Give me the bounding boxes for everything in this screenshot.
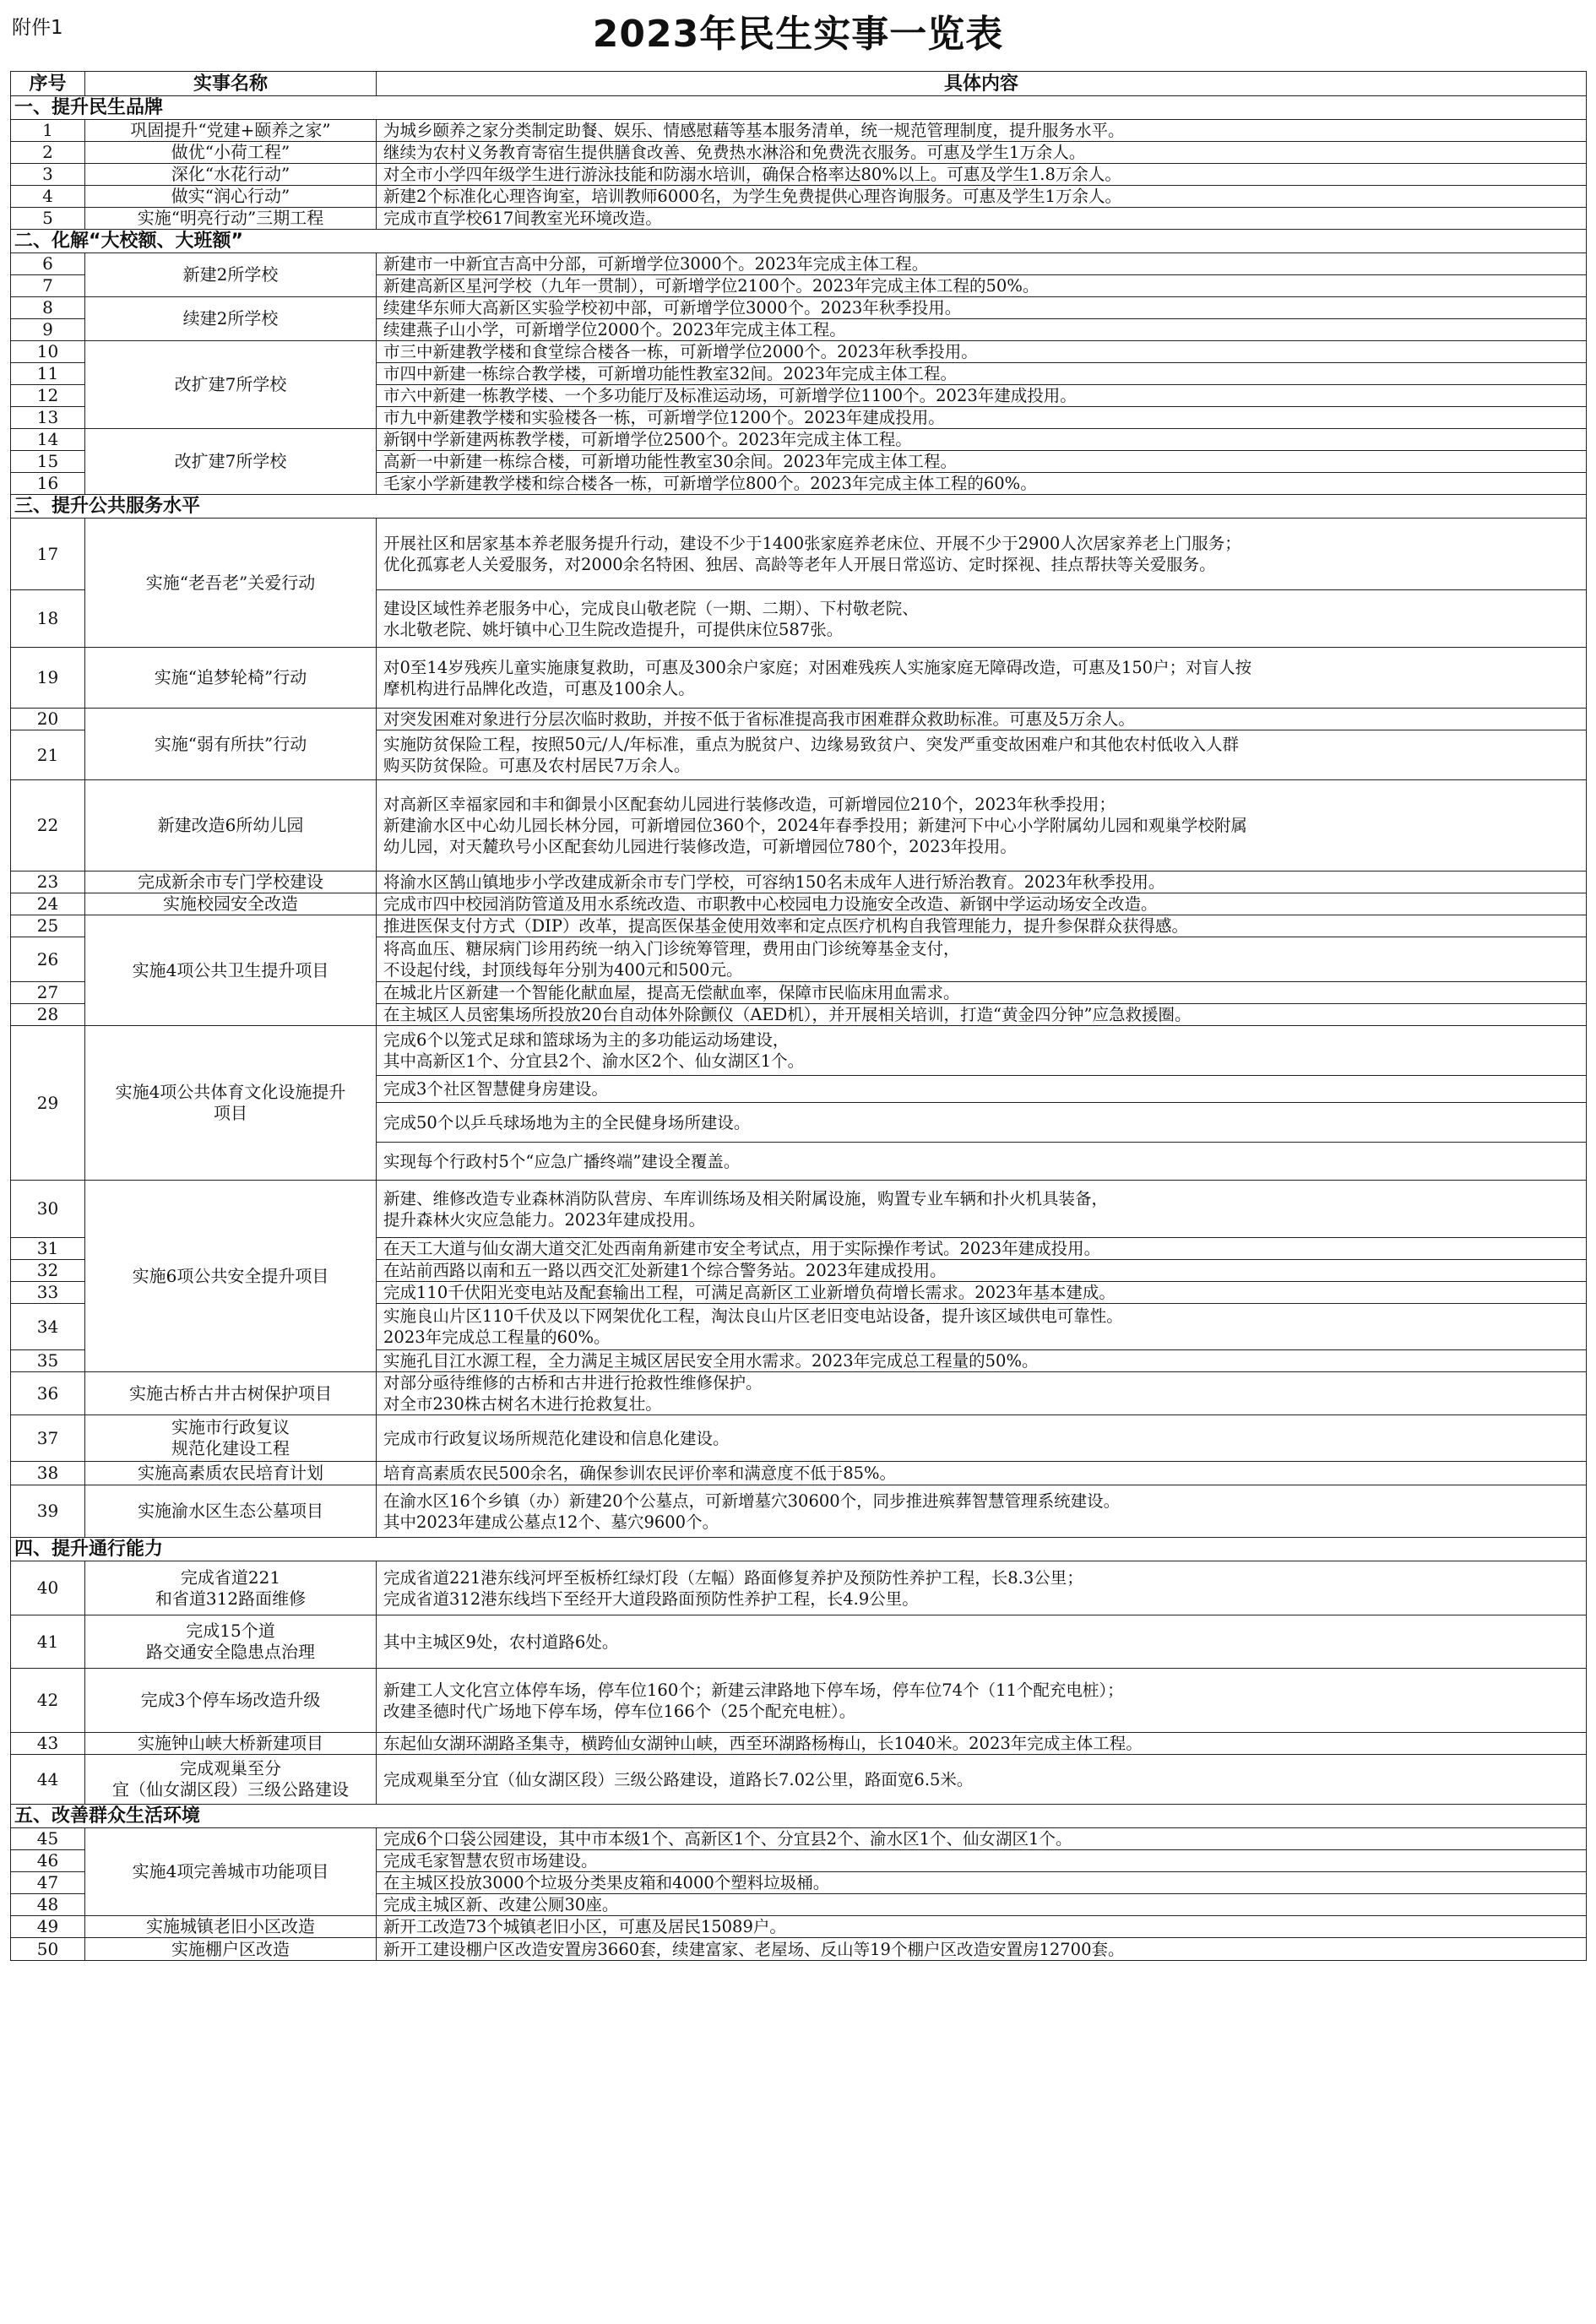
row-index: 17 — [11, 519, 85, 590]
content-line: 高新一中新建一栋综合楼，可新增功能性教室30余间。2023年完成主体工程。 — [383, 452, 957, 471]
content-line: 在渝水区16个乡镇（办）新建20个公墓点，可新增墓穴30600个，同步推进殡葬智慧管理系统建设。 — [383, 1491, 1121, 1511]
table-row — [11, 1828, 1587, 1850]
row-index: 42 — [11, 1669, 85, 1733]
project-content — [377, 1462, 1587, 1485]
project-name: 实施钟山峡大桥新建项目 — [85, 1733, 377, 1755]
row-index: 12 — [11, 385, 85, 407]
row-index: 26 — [11, 937, 85, 982]
table-row — [11, 519, 1587, 590]
content-line: 完成市直学校617间教室光环境改造。 — [383, 209, 662, 228]
table-row — [11, 1372, 1587, 1415]
content-line: 推进医保支付方式（DIP）改革，提高医保基金使用效率和定点医疗机构自我管理能力，提升参保群众获得感。 — [383, 916, 1188, 936]
project-content — [377, 1260, 1587, 1282]
project-name: 实施古桥古井古树保护项目 — [85, 1372, 377, 1415]
project-content — [377, 385, 1587, 407]
project-content — [377, 1872, 1587, 1894]
attachment-label: 附件1 — [12, 17, 63, 39]
table-row — [11, 253, 1587, 275]
section-row — [11, 1805, 1587, 1828]
row-index: 22 — [11, 780, 85, 872]
livelihood-projects-table — [10, 71, 1587, 1961]
row-index: 11 — [11, 363, 85, 385]
content-line: 新建渝水区中心幼儿园长林分园，可新增园位360个，2024年春季投用；新建河下中心小学附属幼儿园和观巢学校附属 — [383, 816, 1247, 835]
content-line: 建设区域性养老服务中心，完成良山敬老院（一期、二期）、下村敬老院、 — [383, 598, 919, 618]
project-content — [377, 519, 1587, 590]
content-line: 对全市小学四年级学生进行游泳技能和防溺水培训，确保合格率达80%以上。可惠及学生1.8万余人。 — [383, 165, 1121, 184]
project-content — [377, 1828, 1587, 1850]
project-name: 续建2所学校 — [85, 297, 377, 341]
content-line: 实施孔目江水源工程，全力满足主城区居民安全用水需求。2023年完成总工程量的50%。 — [383, 1351, 1039, 1371]
content-line: 其中高新区1个、分宜县2个、渝水区2个、仙女湖区1个。 — [383, 1051, 805, 1071]
content-line: 继续为农村义务教育寄宿生提供膳食改善、免费热水淋浴和免费洗衣服务。可惠及学生1万余人。 — [383, 143, 1086, 162]
table-row — [11, 1669, 1587, 1733]
project-content — [377, 1103, 1587, 1143]
row-index: 36 — [11, 1372, 85, 1415]
row-index: 33 — [11, 1282, 85, 1304]
row-index: 4 — [11, 186, 85, 208]
project-name-line: 完成15个道 — [186, 1621, 275, 1641]
project-name: 实施高素质农民培育计划 — [85, 1462, 377, 1485]
row-index: 23 — [11, 872, 85, 893]
project-content — [377, 164, 1587, 186]
row-index: 14 — [11, 429, 85, 451]
project-content — [377, 1026, 1587, 1076]
row-index: 35 — [11, 1350, 85, 1372]
project-name — [85, 1415, 377, 1462]
content-line: 新建市一中新宜吉高中分部，可新增学位3000个。2023年完成主体工程。 — [383, 254, 929, 274]
column-header-content: 具体内容 — [377, 72, 1587, 96]
content-line: 为城乡颐养之家分类制定助餐、娱乐、情感慰藉等基本服务清单，统一规范管理制度，提升服务水平。 — [383, 121, 1125, 140]
table-row — [11, 893, 1587, 915]
row-index: 31 — [11, 1238, 85, 1260]
content-line: 完成110千伏阳光变电站及配套输出工程，可满足高新区工业新增负荷增长需求。2023年基本建成。 — [383, 1283, 1116, 1302]
project-content — [377, 186, 1587, 208]
table-row — [11, 1938, 1587, 1961]
row-index: 9 — [11, 319, 85, 341]
content-line: 市四中新建一栋综合教学楼，可新增功能性教室32间。2023年完成主体工程。 — [383, 364, 957, 383]
content-line: 将高血压、糖尿病门诊用药统一纳入门诊统筹管理，费用由门诊统筹基金支付， — [383, 939, 960, 958]
project-content — [377, 1485, 1587, 1538]
column-header-index: 序号 — [11, 72, 85, 96]
project-content — [377, 872, 1587, 893]
project-content — [377, 590, 1587, 648]
table-row — [11, 341, 1587, 363]
project-name — [85, 1561, 377, 1615]
content-line: 对部分亟待维修的古桥和古井进行抢救性维修保护。 — [383, 1373, 763, 1393]
project-name-line: 规范化建设工程 — [171, 1438, 290, 1458]
project-name-line: 实施市行政复议 — [171, 1417, 290, 1437]
project-name: 实施校园安全改造 — [85, 893, 377, 915]
content-line: 新开工改造73个城镇老旧小区，可惠及居民15089户。 — [383, 1917, 786, 1936]
project-name: 实施“追梦轮椅”行动 — [85, 648, 377, 709]
content-line: 其中2023年建成公墓点12个、墓穴9600个。 — [383, 1512, 719, 1532]
row-index: 43 — [11, 1733, 85, 1755]
row-index: 38 — [11, 1462, 85, 1485]
content-line: 毛家小学新建教学楼和综合楼各一栋，可新增学位800个。2023年完成主体工程的60%。 — [383, 474, 1037, 493]
row-index: 1 — [11, 120, 85, 142]
section-title: 一、提升民生品牌 — [11, 96, 1587, 120]
project-name — [85, 1755, 377, 1805]
project-name: 实施棚户区改造 — [85, 1938, 377, 1961]
row-index: 15 — [11, 451, 85, 473]
table-row — [11, 648, 1587, 709]
project-name: 实施“弱有所扶”行动 — [85, 709, 377, 780]
table-row — [11, 297, 1587, 319]
project-content — [377, 341, 1587, 363]
content-line: 培育高素质农民500余名，确保参训农民评价率和满意度不低于85%。 — [383, 1463, 897, 1483]
row-index: 3 — [11, 164, 85, 186]
project-content — [377, 275, 1587, 297]
project-name: 实施“老吾老”关爱行动 — [85, 519, 377, 648]
project-content — [377, 1850, 1587, 1872]
row-index: 24 — [11, 893, 85, 915]
project-content — [377, 1916, 1587, 1938]
project-content — [377, 473, 1587, 495]
content-line: 摩机构进行品牌化改造，可惠及100余人。 — [383, 678, 695, 698]
project-content — [377, 1615, 1587, 1669]
row-index: 34 — [11, 1304, 85, 1350]
row-index: 28 — [11, 1004, 85, 1026]
row-index: 21 — [11, 730, 85, 780]
project-content — [377, 1004, 1587, 1026]
table-row — [11, 780, 1587, 872]
content-line: 完成6个以笼式足球和篮球场为主的多功能运动场建设， — [383, 1030, 790, 1050]
row-index: 45 — [11, 1828, 85, 1850]
row-index: 49 — [11, 1916, 85, 1938]
section-title: 五、改善群众生活环境 — [11, 1805, 1587, 1828]
project-name: 完成新余市专门学校建设 — [85, 872, 377, 893]
row-index: 47 — [11, 1872, 85, 1894]
table-row — [11, 1026, 1587, 1076]
project-content — [377, 1143, 1587, 1181]
row-index: 18 — [11, 590, 85, 648]
content-line: 完成省道221港东线河坪至板桥红绿灯段（左幅）路面修复养护及预防性养护工程，长8.3公里； — [383, 1567, 1083, 1588]
project-name-line: 路交通安全隐患点治理 — [146, 1642, 315, 1662]
project-name: 做实“润心行动” — [85, 186, 377, 208]
table-row — [11, 1181, 1587, 1238]
content-line: 水北敬老院、姚圩镇中心卫生院改造提升，可提供床位587张。 — [383, 619, 844, 639]
section-row — [11, 96, 1587, 120]
table-row — [11, 709, 1587, 730]
content-line: 对高新区幸福家园和丰和御景小区配套幼儿园进行装修改造，可新增园位210个，2023年秋季投用； — [383, 795, 1116, 814]
content-line: 开展社区和居家基本养老服务提升行动，建设不少于1400张家庭养老床位、开展不少于2900人次居家养老上门服务； — [383, 534, 1241, 553]
row-index: 20 — [11, 709, 85, 730]
row-index: 25 — [11, 915, 85, 937]
project-content — [377, 730, 1587, 780]
project-content — [377, 120, 1587, 142]
content-line: 实现每个行政村5个“应急广播终端”建设全覆盖。 — [383, 1151, 741, 1171]
project-content — [377, 1372, 1587, 1415]
content-line: 实施良山片区110千伏及以下网架优化工程，淘汰良山片区老旧变电站设备，提升该区域供电可靠性。 — [383, 1306, 1123, 1326]
content-line: 市九中新建教学楼和实验楼各一栋，可新增学位1200个。2023年建成投用。 — [383, 408, 945, 427]
project-content — [377, 451, 1587, 473]
project-content — [377, 429, 1587, 451]
project-name — [85, 1026, 377, 1181]
section-row — [11, 1538, 1587, 1561]
content-line: 幼儿园，对天麓玖号小区配套幼儿园进行装修改造，可新增园位780个，2023年投用。 — [383, 837, 1017, 856]
row-index: 44 — [11, 1755, 85, 1805]
table-row — [11, 429, 1587, 451]
project-content — [377, 937, 1587, 982]
row-index: 50 — [11, 1938, 85, 1961]
section-row — [11, 230, 1587, 253]
content-line: 实施防贫保险工程，按照50元/人/年标准，重点为脱贫户、边缘易致贫户、突发严重变故困难户和其他农村低收入人群 — [383, 735, 1239, 754]
project-content — [377, 407, 1587, 429]
table-row — [11, 915, 1587, 937]
project-content — [377, 1238, 1587, 1260]
table-row — [11, 1733, 1587, 1755]
project-content — [377, 1755, 1587, 1805]
project-name-line: 项目 — [214, 1103, 247, 1123]
project-content — [377, 363, 1587, 385]
project-content — [377, 1669, 1587, 1733]
table-row — [11, 1615, 1587, 1669]
table-row — [11, 1485, 1587, 1538]
project-name: 实施4项完善城市功能项目 — [85, 1828, 377, 1916]
row-index: 16 — [11, 473, 85, 495]
project-content — [377, 982, 1587, 1004]
project-content — [377, 1350, 1587, 1372]
content-line: 在主城区人员密集场所投放20台自动体外除颤仪（AED机），并开展相关培训，打造“黄金四分钟”应急救援圈。 — [383, 1005, 1192, 1024]
project-name: 实施城镇老旧小区改造 — [85, 1916, 377, 1938]
section-title: 四、提升通行能力 — [11, 1538, 1587, 1561]
row-index: 30 — [11, 1181, 85, 1238]
row-index: 5 — [11, 208, 85, 230]
project-name-line: 实施4项公共体育文化设施提升 — [115, 1082, 346, 1102]
project-content — [377, 1561, 1587, 1615]
content-line: 完成50个以乒乓球场地为主的全民健身场所建设。 — [383, 1112, 751, 1132]
content-line: 完成3个社区智慧健身房建设。 — [383, 1079, 608, 1099]
project-name-line: 宜（仙女湖区段）三级公路建设 — [112, 1779, 349, 1800]
row-index: 29 — [11, 1026, 85, 1181]
project-name: 新建2所学校 — [85, 253, 377, 297]
table-header-row — [11, 72, 1587, 96]
project-content — [377, 915, 1587, 937]
column-header-name: 实事名称 — [85, 72, 377, 96]
content-line: 完成省道312港东线垱下至经开大道段路面预防性养护工程，长4.9公里。 — [383, 1588, 919, 1609]
table-row — [11, 1415, 1587, 1462]
table-row — [11, 1462, 1587, 1485]
content-line: 将渝水区鹄山镇地步小学改建成新余市专门学校，可容纳150名未成年人进行矫治教育。2023年秋季投用。 — [383, 872, 1165, 892]
content-line: 改建圣德时代广场地下停车场，停车位166个（25个配充电桩）。 — [383, 1701, 856, 1721]
table-row — [11, 1561, 1587, 1615]
project-name-line: 和省道312路面维修 — [155, 1588, 307, 1609]
project-name: 实施渝水区生态公墓项目 — [85, 1485, 377, 1538]
project-content — [377, 648, 1587, 709]
project-content — [377, 1282, 1587, 1304]
table-row — [11, 872, 1587, 893]
row-index: 13 — [11, 407, 85, 429]
content-line: 其中主城区9处，农村道路6处。 — [383, 1632, 619, 1652]
content-line: 市三中新建教学楼和食堂综合楼各一栋，可新增学位2000个。2023年秋季投用。 — [383, 342, 978, 361]
project-content — [377, 1415, 1587, 1462]
content-line: 市六中新建一栋教学楼、一个多功能厅及标准运动场，可新增学位1100个。2023年建成投用。 — [383, 386, 1077, 405]
project-name — [85, 1615, 377, 1669]
content-line: 新钢中学新建两栋教学楼，可新增学位2500个。2023年完成主体工程。 — [383, 430, 912, 449]
table-row — [11, 1916, 1587, 1938]
table-row — [11, 208, 1587, 230]
content-line: 新开工建设棚户区改造安置房3660套，续建富家、老屋场、反山等19个棚户区改造安置房12700套。 — [383, 1939, 1125, 1959]
project-name: 改扩建7所学校 — [85, 429, 377, 495]
project-name: 深化“水花行动” — [85, 164, 377, 186]
table-row — [11, 1755, 1587, 1805]
content-line: 对全市230株古树名木进行抢救复壮。 — [383, 1394, 662, 1414]
content-line: 提升森林火灾应急能力。2023年建成投用。 — [383, 1209, 706, 1230]
table-row — [11, 142, 1587, 164]
project-content — [377, 780, 1587, 872]
project-name: 实施6项公共安全提升项目 — [85, 1181, 377, 1372]
row-index: 39 — [11, 1485, 85, 1538]
content-line: 2023年完成总工程量的60%。 — [383, 1328, 611, 1347]
project-name: 实施4项公共卫生提升项目 — [85, 915, 377, 1026]
row-index: 40 — [11, 1561, 85, 1615]
project-content — [377, 142, 1587, 164]
project-name-line: 完成观巢至分 — [180, 1758, 281, 1778]
content-line: 完成市行政复议场所规范化建设和信息化建设。 — [383, 1428, 730, 1448]
row-index: 7 — [11, 275, 85, 297]
content-line: 在站前西路以南和五一路以西交汇处新建1个综合警务站。2023年建成投用。 — [383, 1261, 947, 1280]
content-line: 完成6个口袋公园建设，其中市本级1个、高新区1个、分宜县2个、渝水区1个、仙女湖区1个。 — [383, 1829, 1072, 1849]
section-title: 二、化解“大校额、大班额” — [11, 230, 1587, 253]
project-content — [377, 1733, 1587, 1755]
row-index: 2 — [11, 142, 85, 164]
project-name: 做优“小荷工程” — [85, 142, 377, 164]
content-line: 完成毛家智慧农贸市场建设。 — [383, 1851, 598, 1871]
content-line: 东起仙女湖环湖路圣集寺，横跨仙女湖钟山峡，西至环湖路杨梅山，长1040米。2023年完成主体工程。 — [383, 1734, 1143, 1753]
project-content — [377, 893, 1587, 915]
row-index: 10 — [11, 341, 85, 363]
content-line: 不设起付线，封顶线每年分别为400元和500元。 — [383, 960, 743, 980]
content-line: 新建高新区星河学校（九年一贯制），可新增学位2100个。2023年完成主体工程的50%。 — [383, 276, 1040, 296]
project-name: 完成3个停车场改造升级 — [85, 1669, 377, 1733]
project-content — [377, 709, 1587, 730]
row-index: 19 — [11, 648, 85, 709]
section-row — [11, 495, 1587, 519]
content-line: 对0至14岁残疾儿童实施康复救助，可惠及300余户家庭；对困难残疾人实施家庭无障碍改造，可惠及150户；对盲人按 — [383, 657, 1252, 677]
project-content — [377, 1076, 1587, 1103]
content-line: 完成市四中校园消防管道及用水系统改造、市职教中心校园电力设施安全改造、新钢中学运动场安全改造。 — [383, 894, 1158, 914]
content-line: 在天工大道与仙女湖大道交汇处西南角新建市安全考试点，用于实际操作考试。2023年建成投用。 — [383, 1239, 1101, 1258]
project-name: 改扩建7所学校 — [85, 341, 377, 429]
content-line: 优化孤寡老人关爱服务，对2000余名特困、独居、高龄等老年人开展日常巡访、定时探视、挂点帮扶等关爱服务。 — [383, 555, 1216, 574]
content-line: 新建工人文化宫立体停车场，停车位160个；新建云津路地下停车场，停车位74个（11个配充电桩）； — [383, 1680, 1124, 1700]
content-line: 在城北片区新建一个智能化献血屋，提高无偿献血率，保障市民临床用血需求。 — [383, 983, 960, 1002]
project-content — [377, 297, 1587, 319]
content-line: 在主城区投放3000个垃圾分类果皮箱和4000个塑料垃圾桶。 — [383, 1873, 830, 1892]
row-index: 6 — [11, 253, 85, 275]
project-content — [377, 1938, 1587, 1961]
content-line: 续建华东师大高新区实验学校初中部，可新增学位3000个。2023年秋季投用。 — [383, 298, 962, 318]
table-row — [11, 164, 1587, 186]
section-title: 三、提升公共服务水平 — [11, 495, 1587, 519]
row-index: 8 — [11, 297, 85, 319]
project-name: 新建改造6所幼儿园 — [85, 780, 377, 872]
page-title: 2023年民生实事一览表 — [592, 13, 1004, 56]
content-line: 完成观巢至分宜（仙女湖区段）三级公路建设，道路长7.02公里，路面宽6.5米。 — [383, 1769, 974, 1789]
row-index: 37 — [11, 1415, 85, 1462]
row-index: 46 — [11, 1850, 85, 1872]
project-name: 巩固提升“党建+颐养之家” — [85, 120, 377, 142]
project-content — [377, 1304, 1587, 1350]
content-line: 完成主城区新、改建公厕30座。 — [383, 1895, 619, 1914]
row-index: 32 — [11, 1260, 85, 1282]
project-content — [377, 319, 1587, 341]
content-line: 新建、维修改造专业森林消防队营房、车库训练场及相关附属设施，购置专业车辆和扑火机具装备， — [383, 1188, 1109, 1208]
project-content — [377, 208, 1587, 230]
row-index: 41 — [11, 1615, 85, 1669]
content-line: 新建2个标准化心理咨询室，培训教师6000名，为学生免费提供心理咨询服务。可惠及学生1万余人。 — [383, 187, 1121, 206]
content-line: 购买防贫保险。可惠及农村居民7万余人。 — [383, 756, 691, 775]
project-content — [377, 253, 1587, 275]
row-index: 48 — [11, 1894, 85, 1916]
row-index: 27 — [11, 982, 85, 1004]
content-line: 对突发困难对象进行分层次临时救助，并按不低于省标准提高我市困难群众救助标准。可惠及5万余人。 — [383, 709, 1135, 729]
project-content — [377, 1894, 1587, 1916]
project-name: 实施“明亮行动”三期工程 — [85, 208, 377, 230]
project-name-line: 完成省道221 — [180, 1567, 281, 1588]
content-line: 续建燕子山小学，可新增学位2000个。2023年完成主体工程。 — [383, 320, 846, 339]
table-row — [11, 186, 1587, 208]
project-content — [377, 1181, 1587, 1238]
table-row — [11, 120, 1587, 142]
